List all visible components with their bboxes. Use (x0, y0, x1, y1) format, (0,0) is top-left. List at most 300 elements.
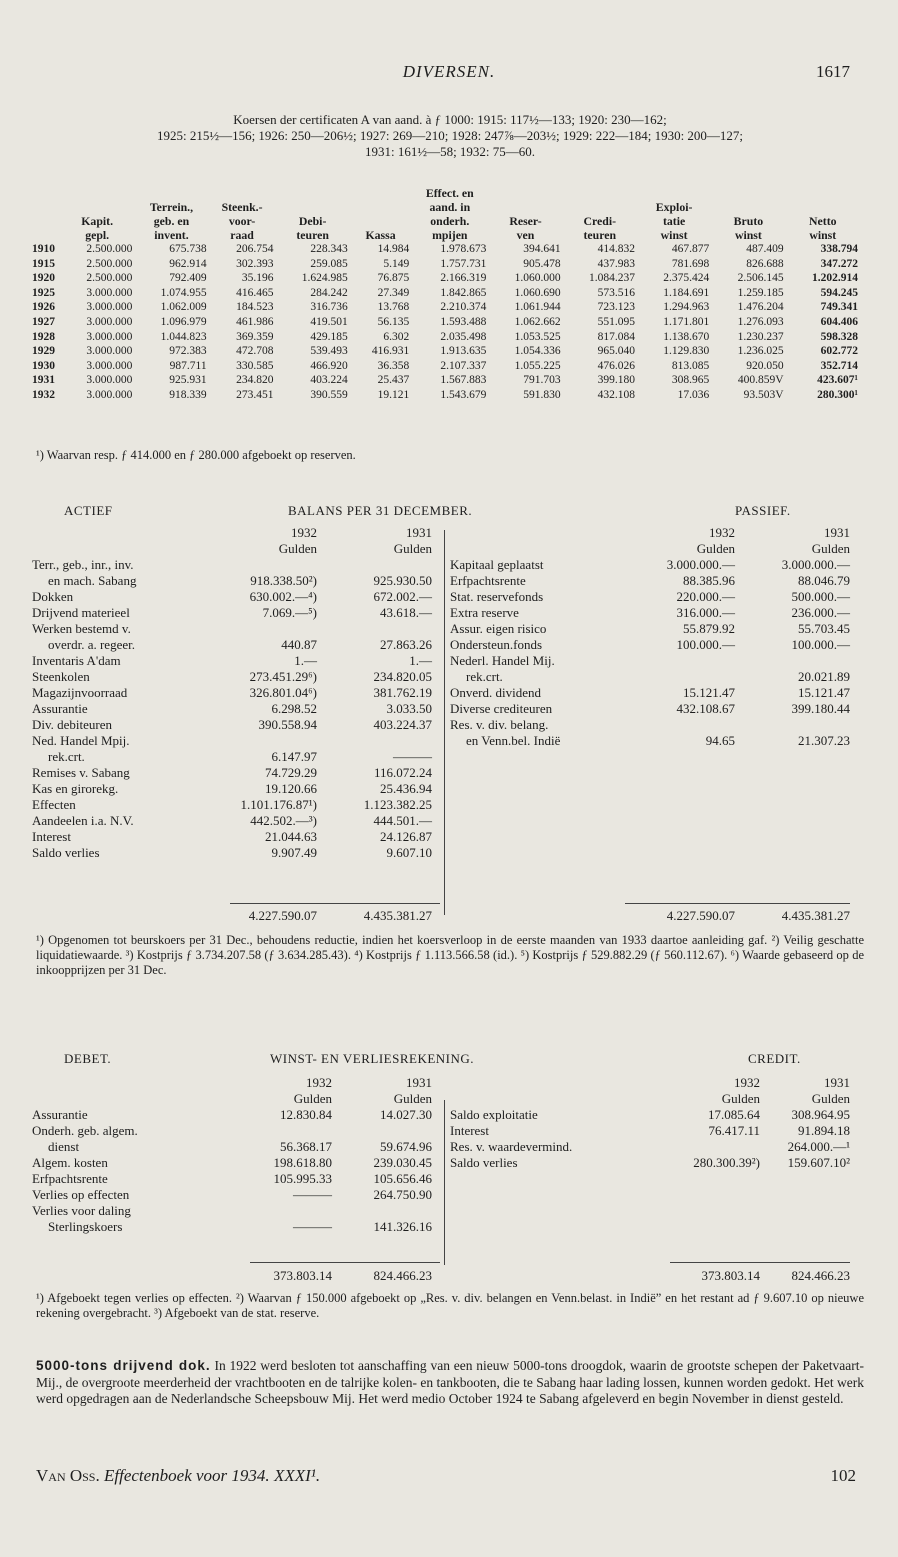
value-cell: 2.500.000 (86, 243, 133, 255)
value-cell: 920.050 (746, 359, 784, 372)
value-cell: 551.095 (597, 315, 635, 328)
item-label: Inventaris A'dam (32, 653, 121, 668)
value-1931: 105.656.46 (373, 1171, 432, 1186)
list-item (32, 845, 442, 861)
value-cell: 5.149 (383, 257, 410, 270)
value-1932: 440.87 (281, 637, 317, 652)
value-cell: 228.343 (310, 243, 348, 255)
actief-label: ACTIEF (64, 503, 113, 518)
total-rule (230, 903, 440, 904)
value-cell: 1.259.185 (737, 286, 784, 299)
winst-total-1931: 824.466.23 (373, 1268, 432, 1283)
stats-column-header (30, 186, 60, 242)
list-item (450, 1155, 850, 1171)
value-cell: 591.830 (523, 388, 561, 401)
value-1931: 234.820.05 (373, 669, 432, 684)
table-row (30, 388, 860, 403)
item-label: Nederl. Handel Mij. (450, 653, 555, 668)
value-1931: 55.703.45 (798, 621, 850, 636)
value-1931: 236.000.— (791, 605, 850, 620)
list-item (450, 1123, 850, 1139)
value-cell: 93.503V (743, 388, 784, 401)
value-1932: 442.502.—³) (250, 813, 317, 828)
stats-column-header: Effect. en aand. in onderh. mpijen (425, 186, 474, 242)
year-cell: 1928 (32, 330, 55, 343)
value-cell: 1.202.914 (812, 272, 858, 285)
table-row (30, 300, 860, 315)
list-item (450, 637, 850, 653)
value-1931: 24.126.87 (380, 829, 432, 844)
table-row (30, 344, 860, 359)
value-cell: 206.754 (236, 243, 274, 255)
year-header: 1931 (406, 1075, 432, 1090)
value-cell: 1.757.731 (440, 257, 487, 270)
value-1931: 3.033.50 (386, 701, 432, 716)
winst-total-1931: 824.466.23 (791, 1268, 850, 1283)
koersen-paragraph (36, 112, 864, 160)
value-cell: 27.349 (377, 286, 410, 299)
value-cell: 3.000.000 (86, 301, 133, 314)
value-1931: 308.964.95 (791, 1107, 850, 1122)
value-1932: 280.300.39²) (693, 1155, 760, 1170)
debet-label: DEBET. (64, 1051, 112, 1066)
list-item (32, 1155, 442, 1171)
stats-column-header: Debi- teuren (296, 214, 329, 242)
value-cell: 25.437 (377, 374, 410, 387)
value-cell: 302.393 (236, 257, 274, 270)
value-cell: 2.500.000 (86, 257, 133, 270)
value-cell: 2.210.374 (440, 301, 487, 314)
total-rule (670, 1262, 850, 1263)
list-item (450, 621, 850, 637)
value-cell: 330.585 (236, 359, 274, 372)
value-cell: 400.859V (737, 374, 784, 387)
value-cell: 1.567.883 (440, 374, 487, 387)
value-cell: 1.044.823 (160, 330, 207, 343)
item-label: dienst (48, 1139, 80, 1154)
list-item (32, 781, 442, 797)
balans-title: BALANS PER 31 DECEMBER. (288, 503, 473, 518)
item-label: Algem. kosten (32, 1155, 108, 1170)
item-label: Ondersteun.fonds (450, 637, 543, 652)
balans-actief (32, 525, 442, 861)
table-row (30, 315, 860, 330)
value-cell: 826.688 (746, 257, 784, 270)
item-label: Saldo verlies (450, 1155, 518, 1170)
value-cell: 1.624.985 (301, 272, 348, 285)
value-cell: 234.820 (236, 374, 274, 387)
value-1931: 100.000.— (791, 637, 850, 652)
balans-total-1932: 4.227.590.07 (248, 908, 317, 923)
item-label: Diverse crediteuren (450, 701, 553, 716)
table-row (30, 257, 860, 272)
value-1932: 273.451.29⁶) (249, 669, 317, 684)
value-1931: 3.000.000.— (781, 557, 850, 572)
value-cell: 273.451 (236, 388, 274, 401)
list-item (32, 717, 442, 733)
year-header: 1931 (824, 525, 850, 540)
value-1932: 15.121.47 (683, 685, 735, 700)
item-label: Assurantie (32, 1107, 88, 1122)
value-cell: 3.000.000 (86, 315, 133, 328)
winst-notes: ¹) Afgeboekt tegen verlies op effecten. ²) Waarvan ƒ 150.000 afgeboekt op „Res. v. div. belangen en Venn.belast. in Indië” en het restant ad ƒ 9.607.10 op nieuwe rekening overgebracht. ³) Afgeboekt van de stat. reserve. (36, 1291, 864, 1320)
item-label: en mach. Sabang (48, 573, 137, 588)
stats-footnote: ¹) Waarvan resp. ƒ 414.000 en ƒ 280.000 afgeboekt op reserven. (36, 448, 356, 462)
value-1931: 91.894.18 (798, 1123, 850, 1138)
value-1932: 9.907.49 (271, 845, 317, 860)
list-item (32, 797, 442, 813)
total-rule (625, 903, 850, 904)
value-cell: 1.060.690 (514, 286, 561, 299)
value-cell: 1.053.525 (514, 330, 561, 343)
unit-header: Gulden (696, 541, 735, 556)
value-cell: 2.506.145 (737, 272, 784, 285)
value-cell: 1.476.204 (737, 301, 784, 314)
list-item (32, 573, 442, 589)
item-label: Stat. reservefonds (450, 589, 544, 604)
year-cell: 1932 (32, 388, 55, 401)
list-item (450, 685, 850, 701)
item-label: Interest (32, 829, 71, 844)
value-1931: 27.863.26 (380, 637, 432, 652)
value-cell: 1.171.801 (663, 315, 710, 328)
list-item (32, 1107, 442, 1123)
year-cell: 1931 (32, 374, 55, 387)
value-cell: 3.000.000 (86, 388, 133, 401)
value-cell: 792.409 (169, 272, 207, 285)
value-cell: 781.698 (671, 257, 710, 270)
list-item (32, 1139, 442, 1155)
value-cell: 432.108 (597, 388, 635, 401)
year-cell: 1910 (32, 243, 55, 255)
value-cell: 1.236.025 (737, 345, 784, 358)
value-cell: 76.875 (377, 272, 410, 285)
list-item (450, 717, 850, 733)
item-label: Onderh. geb. algem. (32, 1123, 138, 1138)
value-cell: 369.359 (236, 330, 274, 343)
value-1932: 21.044.63 (265, 829, 317, 844)
value-cell: 476.026 (597, 359, 635, 372)
unit-header: Gulden (721, 1091, 760, 1106)
winst-title: WINST- EN VERLIESREKENING. (270, 1051, 475, 1066)
value-cell: 602.772 (820, 345, 858, 358)
list-item (32, 621, 442, 637)
value-cell: 1.074.955 (160, 286, 207, 299)
unit-header: Gulden (811, 541, 850, 556)
balans-divider (444, 530, 445, 915)
value-1931: 141.326.16 (373, 1219, 432, 1234)
value-cell: 3.000.000 (86, 374, 133, 387)
list-item (32, 653, 442, 669)
value-cell: 3.000.000 (86, 286, 133, 299)
list-item (32, 557, 442, 573)
table-row (30, 359, 860, 374)
value-1932: 19.120.66 (265, 781, 317, 796)
year-cell: 1926 (32, 301, 55, 314)
value-cell: 1.084.237 (588, 272, 635, 285)
list-item (450, 1139, 850, 1155)
balans-passief (450, 525, 850, 749)
list-item (32, 589, 442, 605)
table-row (30, 286, 860, 301)
dok-paragraph (36, 1358, 864, 1408)
value-1932: 6.147.97 (271, 749, 317, 764)
item-label: Aandeelen i.a. N.V. (32, 813, 134, 828)
winst-credit (450, 1075, 850, 1171)
value-cell: 56.135 (377, 315, 410, 328)
value-1931: 15.121.47 (798, 685, 850, 700)
value-cell: 259.085 (310, 257, 348, 270)
footer-author: Van Oss. (36, 1466, 100, 1485)
value-cell: 14.984 (377, 243, 410, 255)
value-1931: 20.021.89 (798, 669, 850, 684)
value-1932: 7.069.—⁵) (262, 605, 317, 620)
value-cell: 347.272 (820, 257, 858, 270)
value-1932: 1.— (294, 653, 317, 668)
value-cell: 423.607¹ (817, 374, 858, 387)
value-1931: 159.607.10² (787, 1155, 850, 1170)
value-cell: 280.300¹ (817, 388, 858, 401)
value-cell: 2.035.498 (440, 330, 487, 343)
value-cell: 19.121 (377, 388, 410, 401)
value-1932: 76.417.11 (708, 1123, 760, 1138)
value-1932: 17.085.64 (708, 1107, 760, 1122)
item-label: Assur. eigen risico (450, 621, 547, 636)
value-cell: 1.055.225 (514, 359, 561, 372)
item-label: overdr. a. regeer. (48, 637, 135, 652)
year-header: 1931 (824, 1075, 850, 1090)
list-item (450, 573, 850, 589)
value-cell: 338.794 (820, 243, 858, 255)
value-1931: 672.002.— (373, 589, 432, 604)
dok-text: In 1922 werd besloten tot aanschaffing van een nieuw 5000-tons droogdok, waarin de grootste schepen der Paketvaart-Mij., de overgroote meerderheid der vrachtbooten en de talrijke kolen- en tankbooten, die te Sabang haar lading lossen, kunnen worden gedokt. Het werk werd opgedragen aan de Nederlandsche Scheepsbouw Mij. Het werd medio October 1924 te Sabang afgeleverd en begin November in dienst gesteld. (36, 1358, 864, 1406)
list-item (32, 749, 442, 765)
value-1932: 3.000.000.— (666, 557, 735, 572)
item-label: Saldo verlies (32, 845, 100, 860)
value-1932: 12.830.84 (280, 1107, 332, 1122)
value-cell: 604.406 (820, 315, 858, 328)
list-item (32, 669, 442, 685)
value-1932: 74.729.29 (265, 765, 317, 780)
stats-column-header: Bruto winst (733, 214, 764, 242)
stats-column-header: Steenk.- voor- raad (221, 200, 263, 242)
item-label: Verlies voor daling (32, 1203, 131, 1218)
item-label: Res. v. waardevermind. (450, 1139, 573, 1154)
value-cell: 972.383 (169, 345, 207, 358)
table-row (30, 242, 860, 257)
value-cell: 461.986 (236, 315, 274, 328)
value-cell: 594.245 (820, 286, 858, 299)
value-cell: 1.138.670 (663, 330, 710, 343)
list-item (32, 685, 442, 701)
year-cell: 1930 (32, 359, 55, 372)
value-cell: 598.328 (820, 330, 858, 343)
list-item (450, 733, 850, 749)
value-cell: 3.000.000 (86, 330, 133, 343)
page-footer (36, 1466, 856, 1486)
stats-column-header: Reser- ven (509, 214, 542, 242)
value-1931: 381.762.19 (373, 685, 432, 700)
value-cell: 13.768 (377, 301, 410, 314)
list-item (32, 829, 442, 845)
value-1931: 43.618.— (380, 605, 432, 620)
value-cell: 1.230.237 (737, 330, 784, 343)
koersen-line: 1931: 161½—58; 1932: 75—60. (364, 144, 536, 159)
passief-label: PASSIEF. (735, 503, 791, 518)
stats-column-header: Kassa (365, 228, 396, 242)
table-row (30, 373, 860, 388)
value-cell: 573.516 (597, 286, 635, 299)
list-item (450, 589, 850, 605)
value-cell: 675.738 (169, 243, 207, 255)
value-1931: 25.436.94 (380, 781, 432, 796)
value-1931: 1.— (409, 653, 432, 668)
list-item (32, 701, 442, 717)
winst-divider (444, 1100, 445, 1265)
item-label: Drijvend materieel (32, 605, 130, 620)
year-header: 1932 (306, 1075, 332, 1090)
item-label: Interest (450, 1123, 489, 1138)
list-item (450, 653, 850, 669)
item-label: Terr., geb., inr., inv. (32, 557, 134, 572)
koersen-line: Koersen der certificaten A van aand. à ƒ 1000: 1915: 117½—133; 1920: 230—162; (233, 112, 667, 127)
value-1931: 925.930.50 (373, 573, 432, 588)
year-header: 1932 (734, 1075, 760, 1090)
value-1931: 403.224.37 (373, 717, 432, 732)
item-label: Ned. Handel Mpij. (32, 733, 130, 748)
item-label: Magazijnvoorraad (32, 685, 128, 700)
value-cell: 437.983 (597, 257, 635, 270)
item-label: Sterlingskoers (48, 1219, 123, 1234)
list-item (450, 669, 850, 685)
unit-header: Gulden (278, 541, 317, 556)
value-cell: 284.242 (310, 286, 348, 299)
item-label: Werken bestemd v. (32, 621, 131, 636)
value-1932: 220.000.— (676, 589, 735, 604)
item-label: Kapitaal geplaatst (450, 557, 544, 572)
value-1931: 399.180.44 (791, 701, 850, 716)
value-1932: 55.879.92 (683, 621, 735, 636)
value-1932: 105.995.33 (273, 1171, 332, 1186)
list-item (32, 813, 442, 829)
item-label: Saldo exploitatie (450, 1107, 538, 1122)
year-header: 1932 (291, 525, 317, 540)
total-rule (250, 1262, 440, 1263)
value-cell: 419.501 (310, 315, 348, 328)
value-cell: 962.914 (169, 257, 207, 270)
value-1932: 326.801.04⁶) (249, 685, 317, 700)
balans-notes: ¹) Opgenomen tot beurskoers per 31 Dec., behoudens reductie, indien het koersverloop in de eerste maanden van 1933 daartoe aanleiding gaf. ²) Veilig geschatte liquidatiewaarde. ³) Kostprijs ƒ 3.734.207.58 (ƒ 3.634.285.43). ⁴) Kostprijs ƒ 1.113.566.58 (id.). ⁵) Kostprijs ƒ 529.882.29 (ƒ 560.112.67). ⁶) Waarde gebaseerd op de inkoopprijzen per 31 Dec. (36, 933, 864, 977)
winst-total-1932: 373.803.14 (701, 1268, 760, 1283)
stats-column-header: Netto winst (809, 214, 837, 242)
list-item (450, 701, 850, 717)
value-1932: 316.000.— (676, 605, 735, 620)
value-cell: 817.084 (597, 330, 635, 343)
footer-book: Effectenboek voor 1934. (103, 1466, 270, 1485)
stats-column-header: Terrein., geb. en invent. (149, 200, 194, 242)
item-label: Dokken (32, 589, 74, 604)
value-cell: 308.965 (671, 374, 710, 387)
page-number: 1617 (816, 62, 850, 81)
value-cell: 987.711 (169, 359, 207, 372)
unit-header: Gulden (393, 541, 432, 556)
list-item (32, 1123, 442, 1139)
list-item (450, 1107, 850, 1123)
value-cell: 925.931 (169, 374, 207, 387)
value-1932: 198.618.80 (273, 1155, 332, 1170)
value-cell: 723.123 (597, 301, 635, 314)
value-cell: 1.978.673 (440, 243, 487, 255)
value-1932: 56.368.17 (280, 1139, 332, 1154)
koersen-line: 1925: 215½—156; 1926: 250—206½; 1927: 269—210; 1928: 247⅞—203½; 1929: 222—184; 1930: 200—127; (156, 128, 744, 143)
value-1932: 1.101.176.87¹) (240, 797, 317, 812)
item-label: Extra reserve (450, 605, 519, 620)
value-1932: 918.338.50²) (250, 573, 317, 588)
value-cell: 1.129.830 (663, 345, 710, 358)
footer-number: 102 (830, 1466, 856, 1485)
value-1932: 390.558.94 (258, 717, 317, 732)
balans-total-1931: 4.435.381.27 (781, 908, 850, 923)
value-cell: 429.185 (310, 330, 348, 343)
value-cell: 17.036 (677, 388, 710, 401)
running-title: DIVERSEN. (402, 62, 496, 81)
value-cell: 965.040 (597, 345, 635, 358)
value-cell: 36.358 (377, 359, 410, 372)
value-cell: 1.593.488 (440, 315, 487, 328)
year-header: 1932 (709, 525, 735, 540)
value-cell: 539.493 (310, 345, 348, 358)
value-1932: 88.385.96 (683, 573, 735, 588)
winst-total-1932: 373.803.14 (273, 1268, 332, 1283)
value-cell: 1.060.000 (514, 272, 561, 285)
item-label: Verlies op effecten (32, 1187, 130, 1202)
footer-volume: XXXI¹. (273, 1466, 321, 1485)
year-cell: 1925 (32, 286, 55, 299)
value-cell: 1.543.679 (440, 388, 487, 401)
value-cell: 2.500.000 (86, 272, 133, 285)
value-cell: 35.196 (241, 272, 274, 285)
value-1931: 9.607.10 (386, 845, 432, 860)
credit-label: CREDIT. (748, 1051, 801, 1066)
value-1932: ——— (293, 1219, 332, 1234)
value-cell: 3.000.000 (86, 345, 133, 358)
year-cell: 1920 (32, 272, 55, 285)
unit-header: Gulden (293, 1091, 332, 1106)
item-label: Res. v. div. belang. (450, 717, 549, 732)
value-1931: 88.046.79 (798, 573, 850, 588)
list-item (32, 1219, 442, 1235)
value-cell: 749.341 (820, 301, 858, 314)
value-cell: 352.714 (820, 359, 858, 372)
item-label: Erfpachtsrente (32, 1171, 108, 1186)
list-item (32, 733, 442, 749)
item-label: Erfpachtsrente (450, 573, 526, 588)
list-item (450, 605, 850, 621)
value-1932: 630.002.—⁴) (249, 589, 317, 604)
item-label: rek.crt. (48, 749, 85, 764)
table-row (30, 271, 860, 286)
item-label: Onverd. dividend (450, 685, 541, 700)
value-cell: 2.107.337 (440, 359, 487, 372)
value-cell: 1.913.635 (440, 345, 487, 358)
value-cell: 416.465 (236, 286, 274, 299)
value-1931: 1.123.382.25 (363, 797, 432, 812)
value-cell: 905.478 (523, 257, 561, 270)
value-cell: 1.184.691 (663, 286, 710, 299)
balans-total-1932: 4.227.590.07 (666, 908, 735, 923)
value-cell: 3.000.000 (86, 359, 133, 372)
dok-heading: 5000-tons drijvend dok. (36, 1358, 211, 1373)
